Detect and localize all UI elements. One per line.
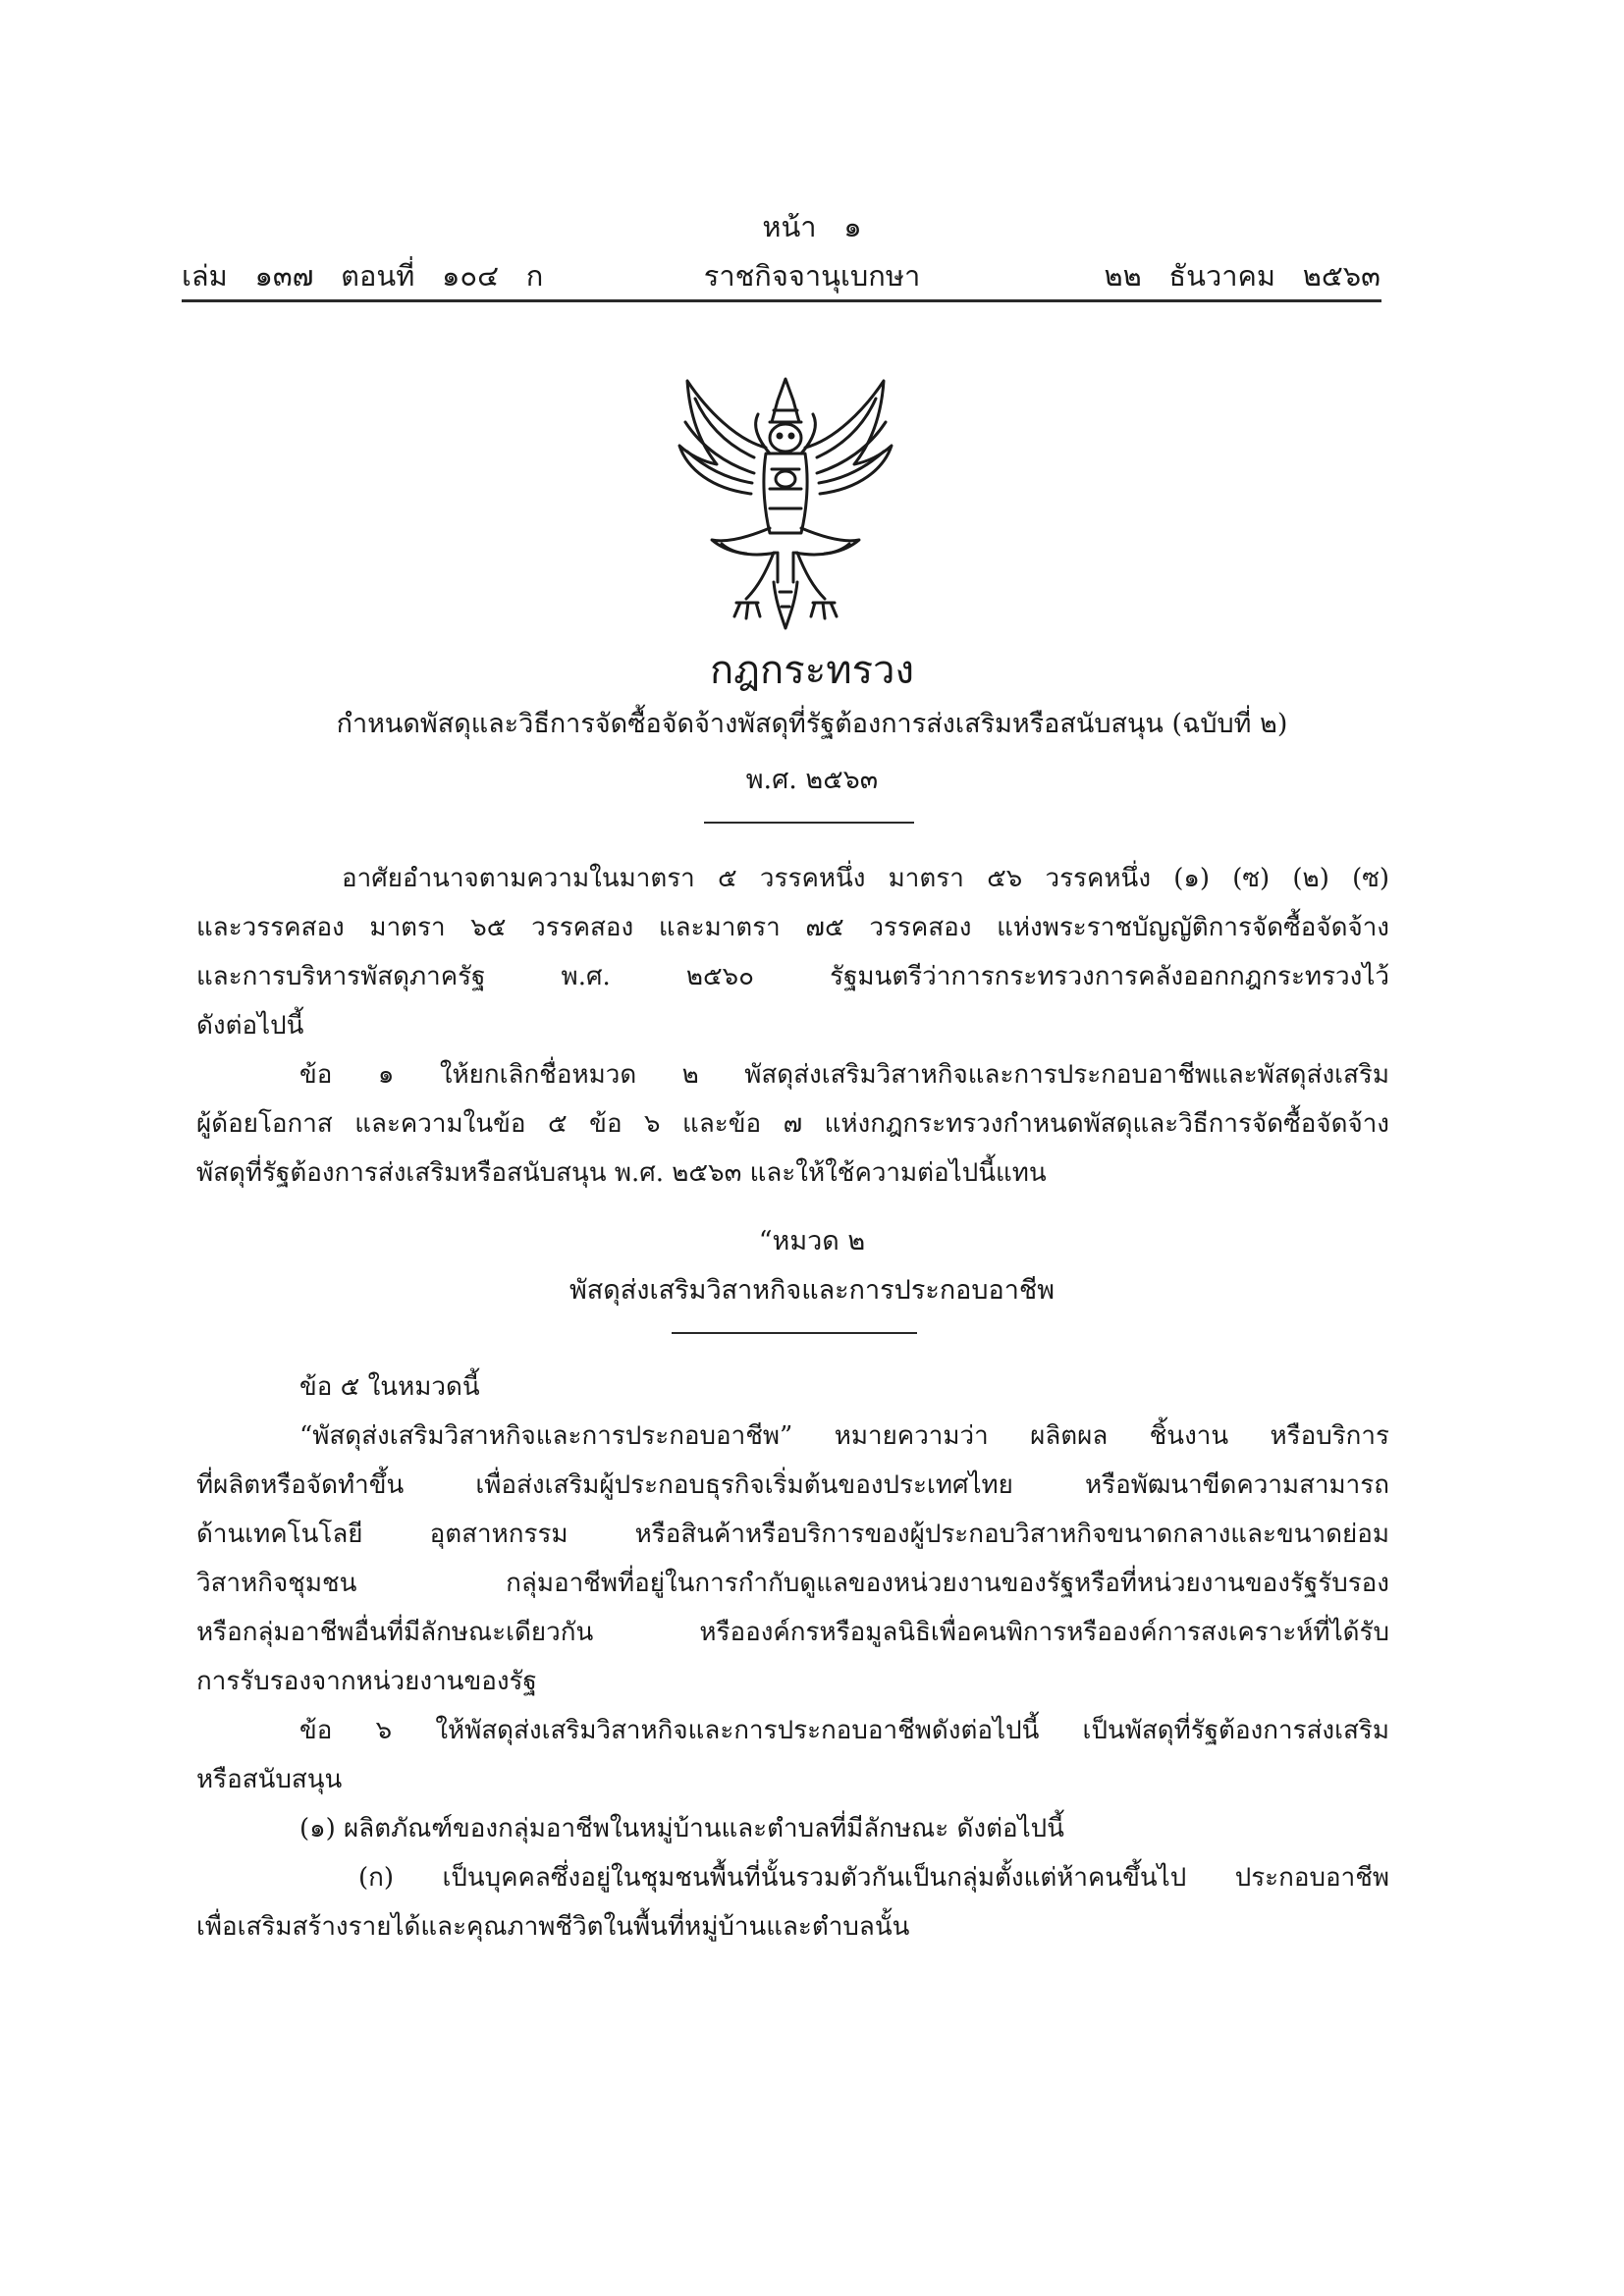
clause-1-line: ข้อ ๑ ให้ยกเลิกชื่อหมวด ๒ พัสดุส่งเสริมวิสาหกิจและการประกอบอาชีพและพัสดุส่งเสริม <box>299 1060 1389 1090</box>
chapter-number: “หมวด ๒ <box>758 1226 866 1256</box>
document-subtitle: กำหนดพัสดุและวิธีการจัดซื้อจัดจ้างพัสดุที่รัฐต้องการส่งเสริมหรือสนับสนุน (ฉบับที่ ๒) <box>336 709 1288 739</box>
document-year: พ.ศ. ๒๕๖๓ <box>745 765 879 795</box>
clause-5-line: ที่ผลิตหรือจัดทำขึ้น เพื่อส่งเสริมผู้ประกอบธุรกิจเริ่มต้นของประเทศไทย หรือพัฒนาขีดความสามารถ <box>196 1470 1389 1500</box>
clause-5-line: ข้อ ๕ ในหมวดนี้ <box>299 1372 480 1402</box>
clause-1-line: ผู้ด้อยโอกาส และความในข้อ ๕ ข้อ ๖ และข้อ ๗ แห่งกฎกระทรวงกำหนดพัสดุและวิธีการจัดซื้อจัดจ้าง <box>196 1109 1389 1139</box>
clause-5-line: การรับรองจากหน่วยงานของรัฐ <box>196 1667 537 1696</box>
preamble-line: และวรรคสอง มาตรา ๖๕ วรรคสอง และมาตรา ๗๕ วรรคสอง แห่งพระราชบัญญัติการจัดซื้อจัดจ้าง <box>196 913 1389 942</box>
garuda-emblem-icon <box>668 371 903 634</box>
clause-5-line: หรือกลุ่มอาชีพอื่นที่มีลักษณะเดียวกัน หรือองค์กรหรือมูลนิธิเพื่อคนพิการหรือองค์การสงเคราะห์ที่ได้รับ <box>196 1618 1389 1647</box>
page-number: หน้า ๑ <box>762 210 862 243</box>
clause-6-item-1: (๑) ผลิตภัณฑ์ของกลุ่มอาชีพในหมู่บ้านและตำบลที่มีลักษณะ ดังต่อไปนี้ <box>299 1814 1064 1843</box>
clause-1-line: พัสดุที่รัฐต้องการส่งเสริมหรือสนับสนุน พ.ศ. ๒๕๖๓ และให้ใช้ความต่อไปนี้แทน <box>196 1158 1047 1188</box>
preamble-line: อาศัยอำนาจตามความในมาตรา ๕ วรรคหนึ่ง มาตรา ๕๖ วรรคหนึ่ง (๑) (ซ) (๒) (ซ) <box>342 864 1389 893</box>
chapter-name: พัสดุส่งเสริมวิสาหกิจและการประกอบอาชีพ <box>568 1275 1056 1306</box>
clause-5-line: วิสาหกิจชุมชน กลุ่มอาชีพที่อยู่ในการกำกับดูแลของหน่วยงานของรัฐหรือที่หน่วยงานของรัฐรับรอง <box>196 1569 1389 1598</box>
gazette-name: ราชกิจจานุเบกษา <box>703 259 921 293</box>
volume-issue: เล่ม ๑๓๗ ตอนที่ ๑๐๔ ก <box>182 259 544 293</box>
header-rule <box>182 299 1381 302</box>
clause-6-subitem-a: เพื่อเสริมสร้างรายได้และคุณภาพชีวิตในพื้นที่หมู่บ้านและตำบลนั้น <box>196 1912 910 1942</box>
preamble-line: และการบริหารพัสดุภาครัฐ พ.ศ. ๒๕๖๐ รัฐมนตรีว่าการกระทรวงการคลังออกกฎกระทรวงไว้ <box>196 962 1389 991</box>
clause-5-line: “พัสดุส่งเสริมวิสาหกิจและการประกอบอาชีพ” หมายความว่า ผลิตผล ชิ้นงาน หรือบริการ <box>299 1421 1389 1451</box>
document-title: กฎกระทรวง <box>709 648 915 693</box>
publication-date: ๒๒ ธันวาคม ๒๕๖๓ <box>1104 259 1380 293</box>
clause-6-line: หรือสนับสนุน <box>196 1765 343 1794</box>
clause-6-subitem-a: (ก) เป็นบุคคลซึ่งอยู่ในชุมชนพื้นที่นั้นรวมตัวกันเป็นกลุ่มตั้งแต่ห้าคนขึ้นไป ประกอบอาชีพ <box>358 1863 1389 1893</box>
chapter-rule <box>672 1332 917 1334</box>
preamble-line: ดังต่อไปนี้ <box>196 1011 304 1041</box>
title-rule <box>704 822 914 824</box>
clause-5-line: ด้านเทคโนโลยี อุตสาหกรรม หรือสินค้าหรือบริการของผู้ประกอบวิสาหกิจขนาดกลางและขนาดย่อม <box>196 1520 1389 1549</box>
clause-6-line: ข้อ ๖ ให้พัสดุส่งเสริมวิสาหกิจและการประกอบอาชีพดังต่อไปนี้ เป็นพัสดุที่รัฐต้องการส่งเสริม <box>299 1716 1389 1745</box>
